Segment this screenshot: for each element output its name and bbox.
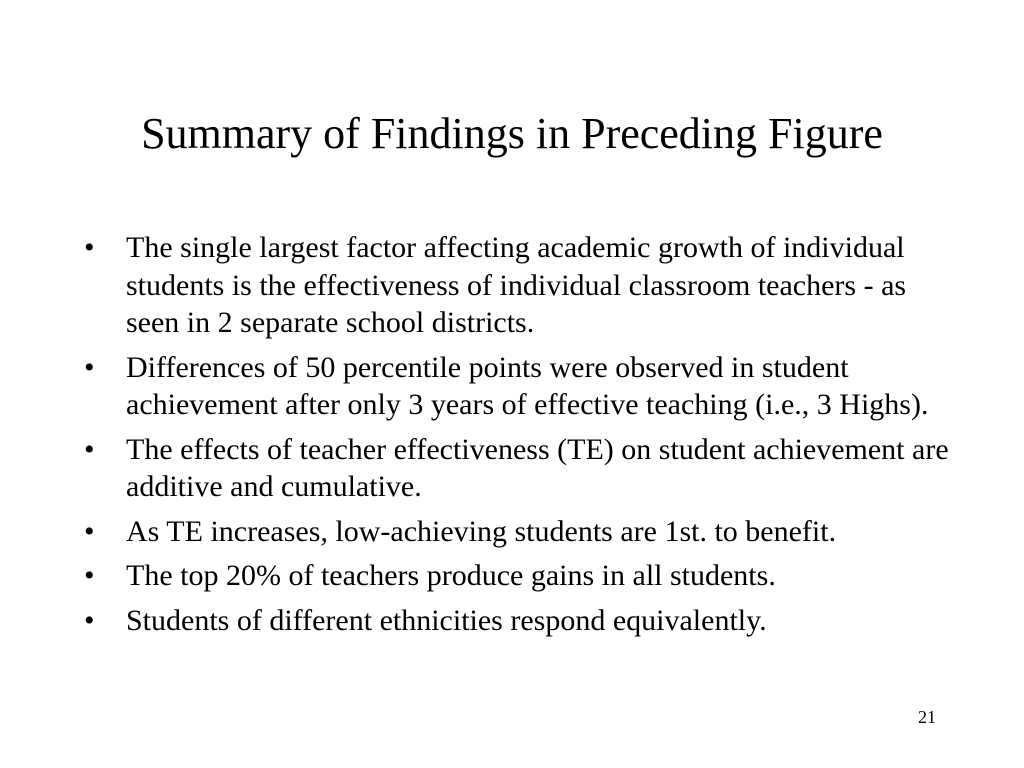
bullet-text: As TE increases, low-achieving students are 1st. to benefit. [126,514,837,548]
bullet-dot-icon: • [84,432,95,466]
bullet-dot-icon: • [84,514,95,548]
bullet-list [84,229,964,646]
bullet-dot-icon: • [84,559,95,592]
bullet-dot-icon: • [84,231,95,264]
bullet-item [84,349,964,424]
slide-number: 21 [918,707,936,727]
bullet-text: Students of different ethnicities respond equivalently. [126,603,767,637]
slide-title: Summary of Findings in Preceding Figure [141,109,883,158]
bullet-item [84,431,964,506]
bullet-dot-icon: • [84,603,95,637]
bullet-dot-icon: • [84,350,95,384]
bullet-item [84,229,964,342]
bullet-text: The effects of teacher effectiveness (TE) on student achievement are additive and cumulative. [126,432,949,503]
bullet-text: The single largest factor affecting academic growth of individual students is the effectiveness of individual classroom teachers - as seen in 2 separate school districts. [126,231,907,339]
bullet-item [84,557,964,595]
bullet-item [84,513,964,551]
bullet-item [84,602,964,640]
bullet-text: Differences of 50 percentile points were observed in student achievement after only 3 years of effective teaching (i.e., 3 Highs). [126,350,929,421]
bullet-text: The top 20% of teachers produce gains in all students. [126,559,776,592]
